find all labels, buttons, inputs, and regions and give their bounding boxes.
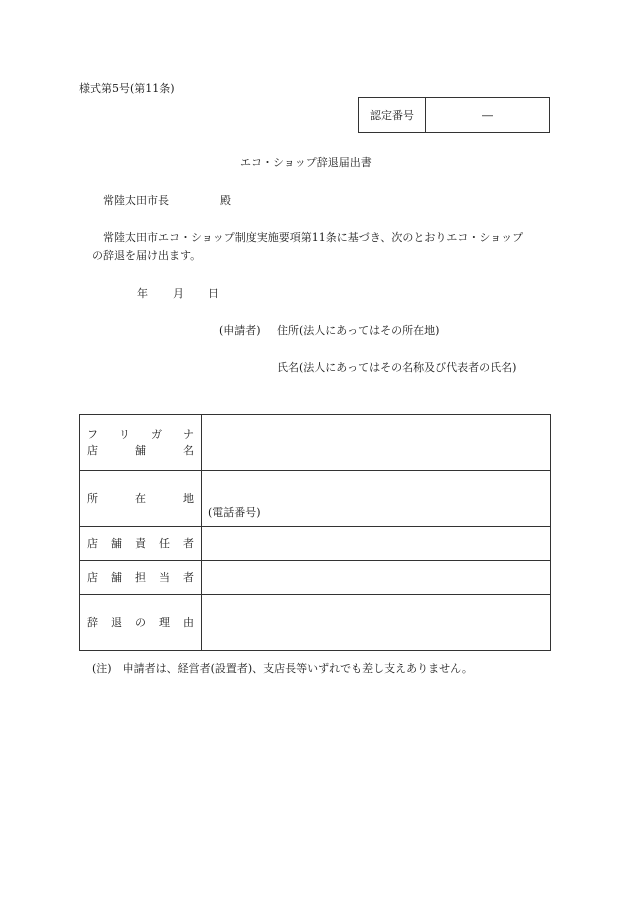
store-name-label: 店 舗 名 [87, 443, 194, 457]
table-row-manager [80, 527, 551, 561]
applicant-label: (申請者) [219, 324, 261, 337]
date-month: 月 [173, 287, 184, 300]
store-info-table [79, 414, 551, 651]
applicant-name: 氏名(法人にあってはその名称及び代表者の氏名) [277, 361, 517, 374]
footnote: (注) 申請者は、経営者(設置者)、支店長等いずれでも差し支えありません。 [92, 662, 473, 675]
withdrawal-reason-field[interactable] [202, 595, 551, 651]
date-year: 年 [137, 287, 148, 300]
table-row-contact [80, 561, 551, 595]
certification-number-label: 認定番号 [359, 98, 426, 132]
certification-number-box [358, 97, 550, 133]
store-name-label-cell [80, 415, 202, 471]
location-field[interactable] [202, 471, 551, 527]
store-contact-label: 店 舗 担 当 者 [87, 570, 194, 584]
addressee-name: 常陸太田市長 [103, 194, 169, 207]
store-contact-field[interactable] [202, 561, 551, 595]
phone-number-label: (電話番号) [208, 506, 261, 519]
location-label: 所 在 地 [87, 491, 194, 505]
applicant-address: 住所(法人にあってはその所在地) [277, 324, 440, 337]
form-number: 様式第5号(第11条) [79, 82, 175, 95]
date-day: 日 [208, 287, 219, 300]
store-manager-field[interactable] [202, 527, 551, 561]
addressee-honorific: 殿 [220, 194, 231, 207]
table-row-location [80, 471, 551, 527]
contact-label-cell [80, 561, 202, 595]
certification-number-value: ― [482, 108, 493, 122]
document-title: エコ・ショップ辞退届出書 [240, 156, 372, 169]
body-text-line-2: の辞退を届け出ます。 [92, 249, 202, 262]
withdrawal-reason-label: 辞 退 の 理 由 [87, 615, 194, 629]
manager-label-cell [80, 527, 202, 561]
store-manager-label: 店 舗 責 任 者 [87, 536, 194, 550]
table-row-reason [80, 595, 551, 651]
store-name-field[interactable] [202, 415, 551, 471]
body-text-line-1: 常陸太田市エコ・ショップ制度実施要項第11条に基づき、次のとおりエコ・ショップ [103, 231, 524, 244]
table-row-store-name [80, 415, 551, 471]
reason-label-cell [80, 595, 202, 651]
furigana-label: フ リ ガ ナ [87, 427, 194, 441]
location-label-cell [80, 471, 202, 527]
